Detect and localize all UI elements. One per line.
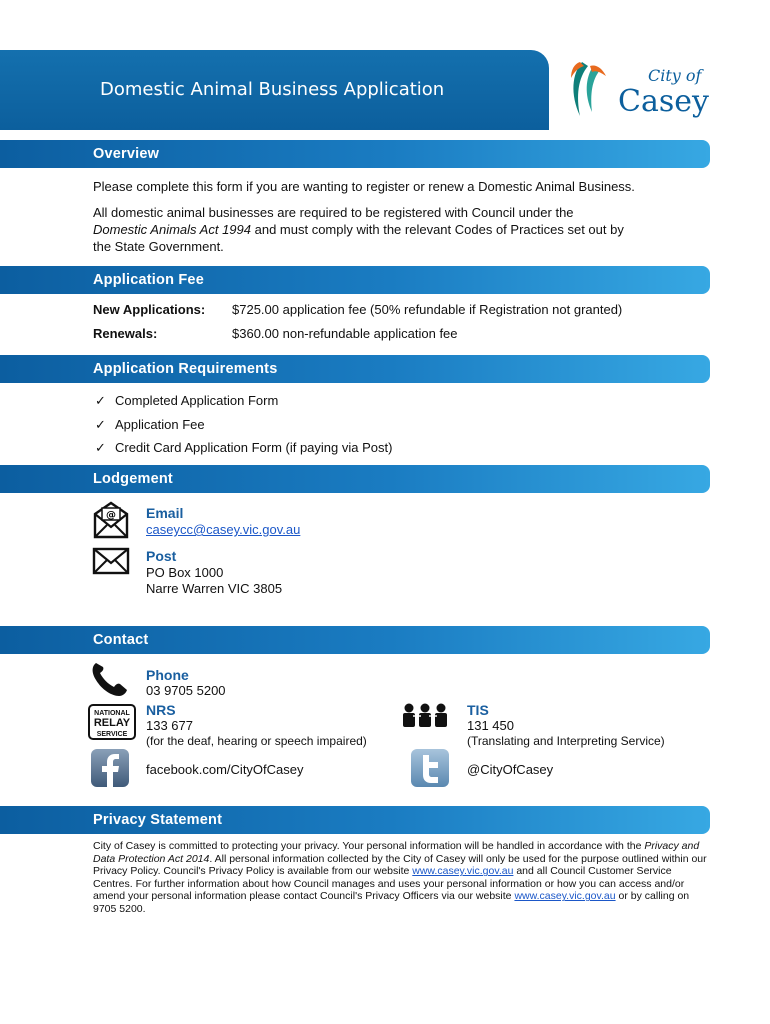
privacy-text: and all Council Customer Service Centres. For further information about how Council manages and uses your personal information or how you can access and/or amend your personal information please contact Council's Privacy Officers via our website [93,865,685,903]
overview-text-2: and must comply with the relevant Codes of Practices set out by [251,222,624,237]
interpreter-people-icon [400,702,450,728]
tis-number: 131 450 [467,718,514,733]
email-title: Email [146,505,184,521]
facebook-link[interactable]: facebook.com/CityOfCasey [146,762,304,777]
application-requirements-bar [0,355,710,383]
facebook-icon [90,748,130,788]
twitter-icon [410,748,450,788]
nrs-note: (for the deaf, hearing or speech impaired) [146,734,367,748]
twitter-link[interactable]: @CityOfCasey [467,762,554,777]
overview-intro: Please complete this form if you are wanting to register or renew a Domestic Animal Business. [93,179,635,194]
requirement-item [95,440,392,456]
contact-heading: Contact [93,632,149,648]
email-link[interactable]: caseycc@casey.vic.gov.au [146,522,301,537]
overview-bar [0,140,710,168]
svg-text:@: @ [106,510,116,521]
nrs-number: 133 677 [146,718,193,733]
nrs-logo-text: RELAY [93,717,131,729]
logo-text-city-of: City of [648,66,702,85]
page-title: Domestic Animal Business Application [100,79,445,100]
privacy-statement-bar [0,806,710,834]
tis-note: (Translating and Interpreting Service) [467,734,665,748]
nrs-title: NRS [146,702,176,718]
application-requirements-heading: Application Requirements [93,361,278,377]
requirement-label: Completed Application Form [115,393,279,408]
lodgement-bar [0,465,710,493]
privacy-statement-heading: Privacy Statement [93,812,223,828]
checkmark-icon: ✓ [95,417,106,432]
national-relay-service-logo [88,704,136,740]
requirement-label: Application Fee [115,417,205,432]
overview-text-1: All domestic animal businesses are required to be registered with Council under the [93,205,574,220]
checkmark-icon: ✓ [95,440,106,455]
overview-requirement [93,204,698,255]
post-address-line2: Narre Warren VIC 3805 [146,581,283,596]
privacy-text: . All personal information collected by the City of Casey will only be used for the purpose outlined within our Privacy Policy. Council's Privacy Policy is available from our website [93,852,707,878]
city-of-casey-logo [566,54,716,126]
application-fee-heading: Application Fee [93,272,204,288]
phone-number: 03 9705 5200 [146,683,226,698]
requirement-item [95,393,278,409]
casey-website-link[interactable]: www.casey.vic.gov.au [412,865,514,878]
privacy-text: or by calling on 9705 5200. [93,890,690,915]
requirement-item [95,417,205,433]
casey-website-link[interactable]: www.casey.vic.gov.au [514,890,616,903]
privacy-statement-text [93,840,708,916]
mail-envelope-icon [92,547,130,575]
contact-bar [0,626,710,654]
renewals-label: Renewals: [93,326,158,341]
privacy-act-name: Privacy and Data Protection Act 2014 [93,840,700,865]
phone-title: Phone [146,667,189,683]
lodgement-heading: Lodgement [93,471,173,487]
renewals-value: $360.00 non-refundable application fee [232,326,458,341]
overview-text-3: the State Government. [93,239,224,254]
post-address-line1: PO Box 1000 [146,565,224,580]
privacy-text: City of Casey is committed to protecting your privacy. Your personal information will be handled in accordance with the [93,840,645,852]
checkmark-icon: ✓ [95,393,106,408]
domestic-animals-act: Domestic Animals Act 1994 [93,222,251,237]
post-title: Post [146,548,177,564]
new-applications-label: New Applications: [93,302,206,317]
logo-text-casey: Casey [618,84,709,119]
nrs-logo-text: SERVICE [96,731,128,738]
tis-title: TIS [467,702,489,718]
requirement-label: Credit Card Application Form (if paying via Post) [115,440,393,455]
new-applications-value: $725.00 application fee (50% refundable if Registration not granted) [232,302,623,317]
email-icon [92,500,130,540]
overview-heading: Overview [93,146,160,162]
application-fee-bar [0,266,710,294]
phone-icon [90,660,130,698]
nrs-logo-text: NATIONAL [94,710,130,717]
